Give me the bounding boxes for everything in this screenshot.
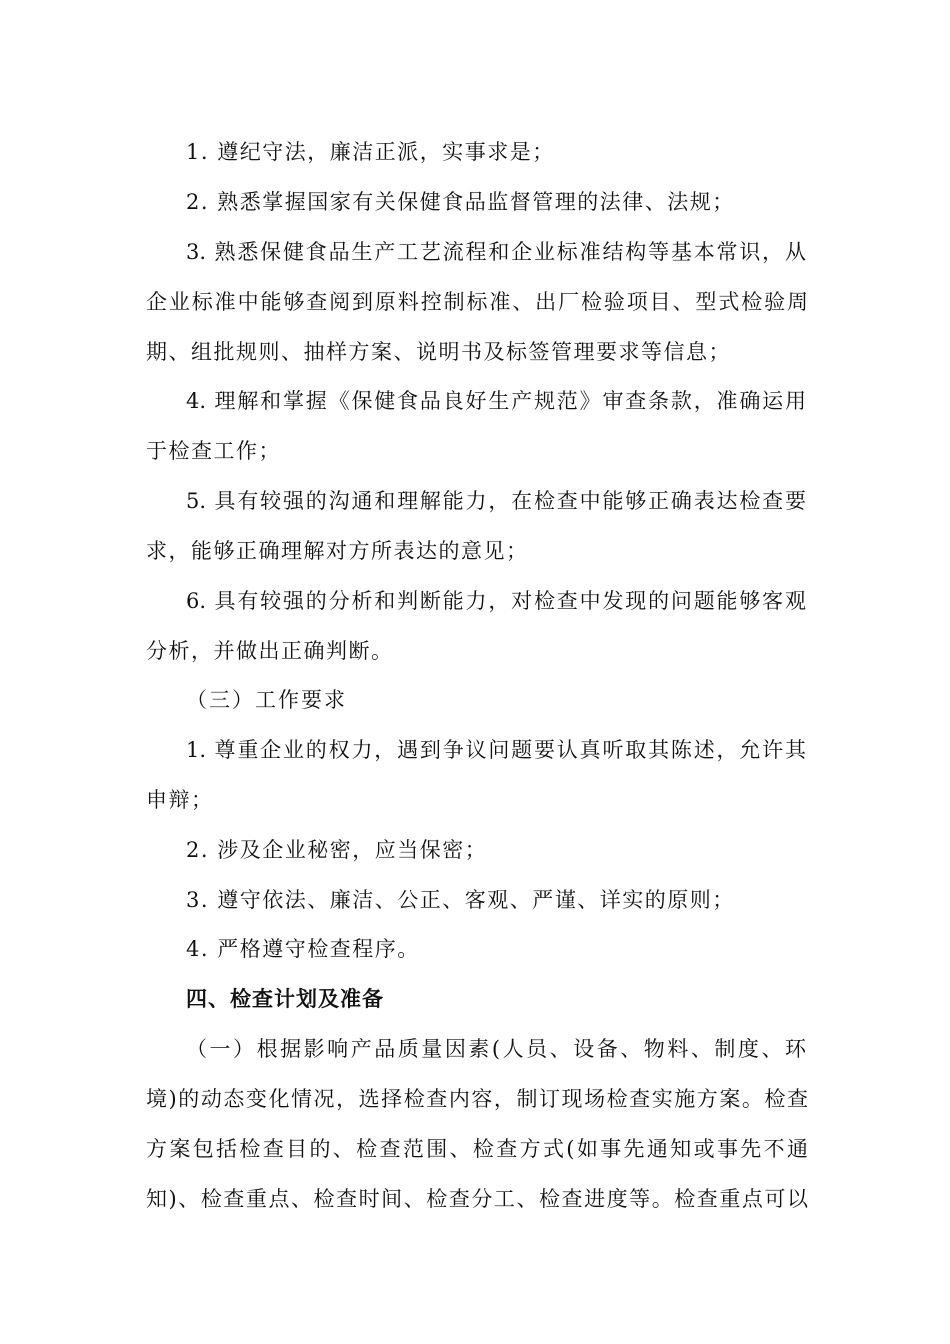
item-2-line: 2. 熟悉掌握国家有关保健食品监督管理的法律、法规； [186,190,735,214]
paragraph-line: 期、组批规则、抽样方案、说明书及标签管理要求等信息； [146,340,731,364]
paragraph-line: 求，能够正确理解对方所表达的意见； [146,539,529,563]
item-6-line: 6. 具有较强的分析和判断能力，对检查中发现的问题能够客观 [186,589,806,613]
requirement-2-line: 2. 涉及企业秘密，应当保密； [186,838,488,862]
requirement-1-line: 1. 尊重企业的权力，遇到争议问题要认真听取其陈述，允许其 [186,738,806,762]
requirement-3-line: 3. 遵守依法、廉洁、公正、客观、严谨、详实的原则； [186,888,735,912]
paragraph-line: 申辩； [146,788,214,812]
paragraph-line: 知)、检查重点、检查时间、检查分工、检查进度等。检查重点可以 [146,1187,808,1211]
paragraph-line: 分析，并做出正确判断。 [146,639,394,663]
plan-paragraph-line: （一）根据影响产品质量因素(人员、设备、物料、制度、环 [186,1037,806,1061]
requirement-4-line: 4. 严格遵守检查程序。 [186,937,420,961]
chapter-heading: 四、检查计划及准备 [186,987,384,1011]
paragraph-line: 于检查工作； [146,439,281,463]
paragraph-line: 方案包括检查目的、检查范围、检查方式(如事先通知或事先不通 [146,1137,808,1161]
item-3-line: 3. 熟悉保健食品生产工艺流程和企业标准结构等基本常识，从 [186,240,806,264]
item-1-line: 1. 遵纪守法，廉洁正派，实事求是； [186,140,555,164]
item-5-line: 5. 具有较强的沟通和理解能力，在检查中能够正确表达检查要 [186,489,806,513]
section-heading: （三）工作要求 [186,688,347,712]
item-4-line: 4. 理解和掌握《保健食品良好生产规范》审查条款，准确运用 [186,389,806,413]
paragraph-line: 境)的动态变化情况，选择检查内容，制订现场检查实施方案。检查 [146,1087,808,1111]
paragraph-line: 企业标准中能够查阅到原料控制标准、出厂检验项目、型式检验周 [146,290,808,314]
